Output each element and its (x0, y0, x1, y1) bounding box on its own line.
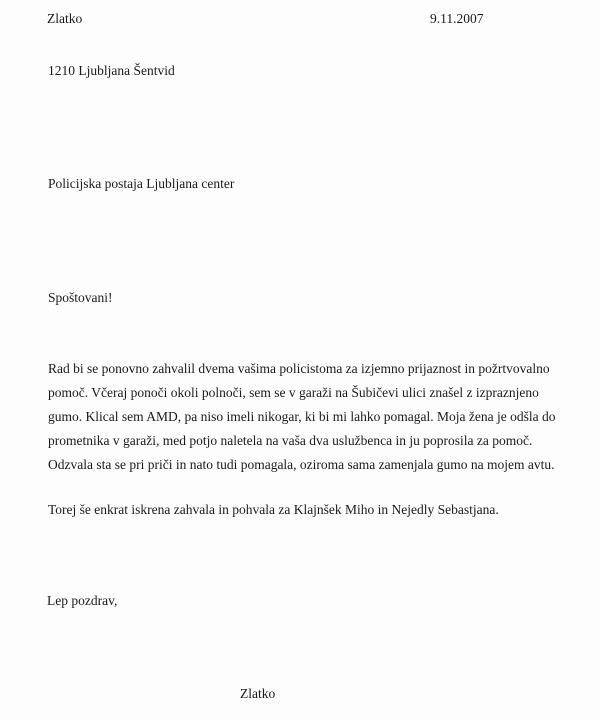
body-line: Rad bi se ponovno zahvalil dvema vašima policistoma za izjemno prijaznost in požrtvovalno (48, 361, 550, 376)
recipient-address: Policijska postaja Ljubljana center (48, 176, 235, 191)
body-paragraph (48, 357, 568, 477)
sender-name: Zlatko (47, 11, 83, 26)
closing-greeting: Lep pozdrav, (47, 593, 118, 608)
thanks-paragraph: Torej še enkrat iskrena zahvala in pohvala za Klajnšek Miho in Nejedly Sebastjana. (48, 502, 499, 517)
salutation: Spoštovani! (48, 290, 113, 305)
letter-date: 9.11.2007 (430, 11, 484, 26)
sender-address: 1210 Ljubljana Šentvid (48, 63, 175, 78)
body-line: prometnika v garaži, med potjo naletela na vaša dva uslužbenca in ju poprosila za pomoč. (48, 433, 533, 448)
body-line: gumo. Klical sem AMD, pa niso imeli nikogar, ki bi mi lahko pomagal. Moja žena je odšla do (48, 409, 556, 424)
body-line: pomoč. Včeraj ponoči okoli polnoči, sem se v garaži na Šubičevi ulici znašel z izpraznjeno (48, 385, 539, 400)
signature: Zlatko (240, 686, 276, 701)
body-line: Odzvala sta se pri priči in nato tudi pomagala, oziroma sama zamenjala gumo na mojem avtu. (48, 457, 555, 472)
